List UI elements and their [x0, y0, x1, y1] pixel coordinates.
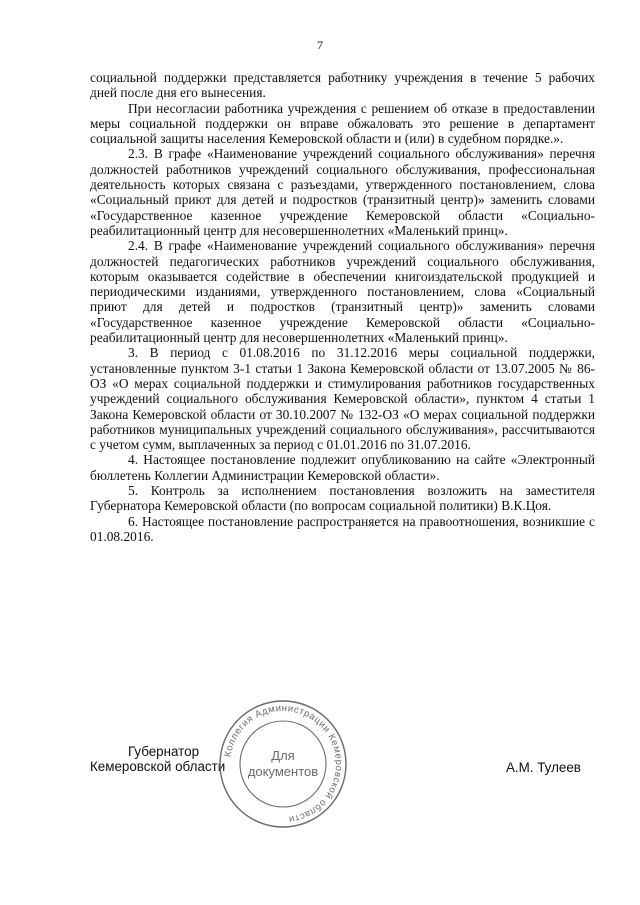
official-stamp	[217, 698, 349, 830]
paragraph-6: 6. Настоящее постановление распространяется на правоотношения, возникшие с 01.08.2016.	[90, 513, 595, 544]
signatory-title-line1: Губернатор	[128, 744, 200, 759]
paragraph-continuation: социальной поддержки представляется работнику учреждения в течение 5 рабочих дней после дня его вынесения.	[90, 70, 595, 101]
stamp-center-line2: документов	[247, 764, 319, 779]
paragraph-3: 3. В период с 01.08.2016 по 31.12.2016 меры социальной поддержки, установленные пунктом 3-1 статьи 1 Закона Кемеровской области от 13.07.2005 № 86-ОЗ «О мерах социальной поддержки и стимулирования работников государственных учреждений социального обслуживания Кемеровской области», пунктом 4 статьи 1 Закона Кемеровской области от 30.10.2007 № 132-ОЗ «О мерах социальной поддержки работников муниципальных учреждений социального обслуживания», рассчитываются с учетом сумм, выплаченных за период с 01.01.2016 по 31.07.2016.	[90, 345, 595, 453]
paragraph-5: 5. Контроль за исполнением постановления возложить на заместителя Губернатора Кемеровской области (по вопросам социальной политики) В.К.Цоя.	[90, 483, 595, 514]
page-number: 7	[317, 38, 323, 52]
document-body	[90, 70, 595, 544]
stamp-center-line1: Для	[271, 748, 295, 763]
stamp-ring-text: Коллегия Администрации Кемеровской области	[222, 702, 345, 825]
paragraph-appeal: При несогласии работника учреждения с решением об отказе в предоставлении меры социальной поддержки он вправе обжаловать это решение в департамент социальной защиты населения Кемеровской области и (или) в судебном порядке.».	[90, 100, 595, 147]
signatory-title-line2: Кемеровской области	[90, 759, 226, 775]
signatory-name: А.М. Тулеев	[506, 760, 581, 775]
paragraph-4: 4. Настоящее постановление подлежит опубликованию на сайте «Электронный бюллетень Коллегии Администрации Кемеровской области».	[90, 452, 595, 483]
paragraph-2-3: 2.3. В графе «Наименование учреждений социального обслуживания» перечня должностей работников учреждений социального обслуживания, профессиональная деятельность которых связана с разъездами, утвержденного постановлением, слова «Социальный приют для детей и подростков (транзитный центр)» заменить словами «Государственное казенное учреждение Кемеровской области «Социально-реабилитационный центр для несовершеннолетних «Маленький принц».	[90, 146, 595, 238]
paragraph-2-4: 2.4. В графе «Наименование учреждений социального обслуживания» перечня должностей педагогических работников учреждений социального обслуживания, которым оказывается содействие в обеспечении книгоиздательской продукцией и периодическими изданиями, утвержденного постановлением, слова «Социальный приют для детей и подростков (транзитный центр)» заменить словами «Государственное казенное учреждение Кемеровской области «Социально-реабилитационный центр для несовершеннолетних «Маленький принц».	[90, 238, 595, 346]
signatory-title	[90, 744, 225, 775]
